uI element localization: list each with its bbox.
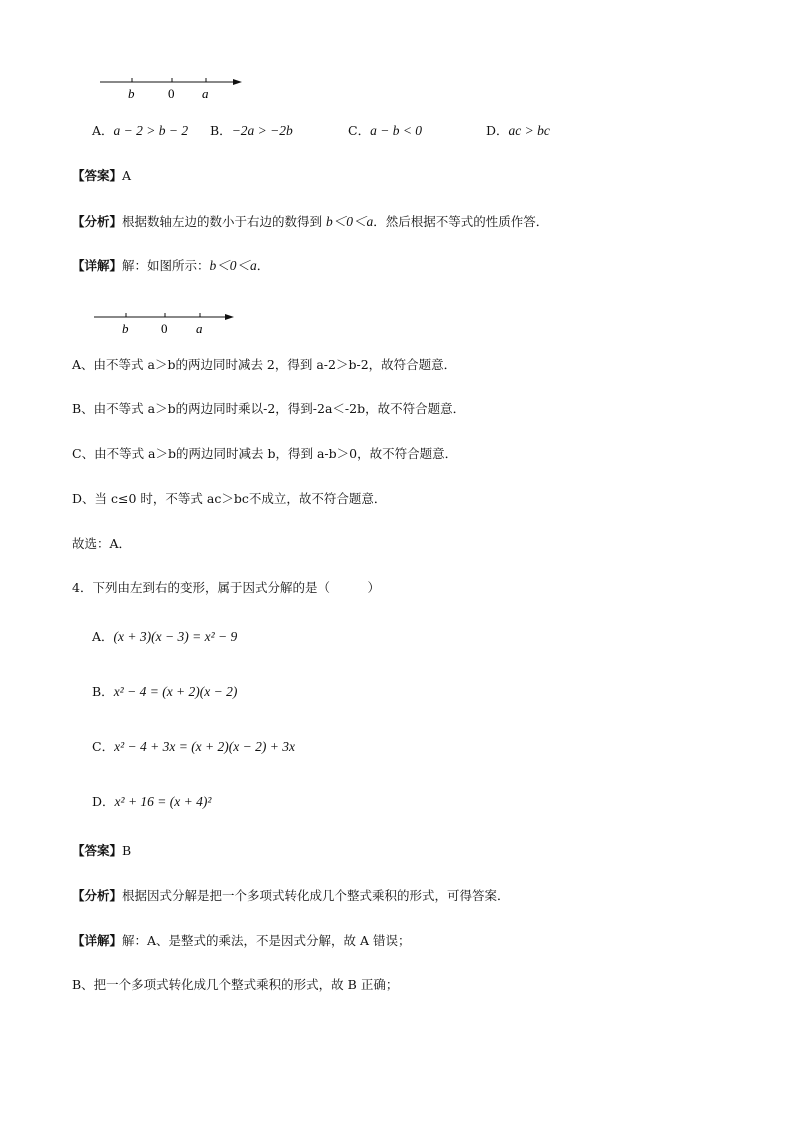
number-line-question	[96, 74, 256, 104]
q4-detail-text: 解：A、是整式的乘法，不是因式分解，故 A 错误；	[122, 933, 411, 948]
q3-detail-line-b: B、由不等式 a＞b的两边同时乘以-2，得到-2a＜-2b，故不符合题意．	[72, 401, 466, 416]
q4-detail-line-b: B、把一个多项式转化成几个整式乘积的形式，故 B 正确；	[72, 977, 399, 992]
q4-option-a	[92, 629, 237, 645]
q3-detail-line-d: D、当 c≤0 时，不等式 ac＞bc不成立，故不符合题意．	[72, 491, 387, 506]
q4-option-c-label: C．	[92, 739, 115, 754]
q4-option-b-label: B．	[92, 684, 114, 699]
q3-analysis	[72, 214, 548, 230]
q3-detail-tag: 【详解】	[72, 258, 123, 273]
q4-option-d-label: D．	[92, 794, 115, 809]
q4-option-b-expr: x² − 4 = (x + 2)(x − 2)	[113, 684, 238, 699]
q3-option-a	[92, 123, 188, 139]
q4-option-a-expr: (x + 3)(x − 3) = x² − 9	[113, 629, 238, 644]
q3-analysis-post: ．然后根据不等式的性质作答．	[373, 214, 549, 229]
q4-option-d	[92, 794, 211, 810]
q3-option-d	[486, 123, 550, 139]
q3-answer	[72, 168, 131, 184]
number-line-detail	[90, 309, 250, 339]
q4-answer	[72, 843, 131, 859]
q4-analysis-tag: 【分析】	[72, 888, 123, 903]
q3-option-c-expr: a − b < 0	[370, 123, 423, 138]
label-a: a	[196, 321, 203, 336]
q4-option-d-expr: x² + 16 = (x + 4)²	[114, 794, 212, 809]
q3-detail-line-a: A、由不等式 a＞b的两边同时减去 2，得到 a-2＞b-2，故符合题意．	[72, 357, 457, 372]
q3-analysis-tag: 【分析】	[72, 214, 123, 229]
number-line-arrow	[233, 79, 242, 85]
q3-option-a-label: A．	[92, 123, 114, 138]
q4-detail-tag: 【详解】	[72, 933, 123, 948]
q3-option-c-label: C．	[348, 123, 371, 138]
q4-analysis-text: 根据因式分解是把一个多项式转化成几个整式乘积的形式，可得答案．	[122, 888, 510, 903]
q4-stem: 4．下列由左到右的变形，属于因式分解的是（ ）	[72, 580, 380, 595]
q3-answer-tag: 【答案】	[72, 168, 123, 183]
q3-detail-post: ．	[256, 258, 270, 273]
q4-option-c-expr: x² − 4 + 3x = (x + 2)(x − 2) + 3x	[114, 739, 295, 754]
q4-detail	[72, 933, 411, 949]
q3-option-b-expr: −2a > −2b	[231, 123, 293, 138]
q3-analysis-rel: b＜0＜a	[326, 214, 374, 229]
q3-detail-pre: 解：如图所示：	[122, 258, 210, 273]
q3-option-b	[210, 123, 293, 139]
q3-option-b-label: B．	[210, 123, 232, 138]
label-zero: 0	[161, 321, 168, 336]
label-b: b	[122, 321, 129, 336]
q3-detail-rel: b＜0＜a	[209, 258, 257, 273]
q4-option-b	[92, 684, 237, 700]
label-zero: 0	[168, 86, 175, 101]
q4-answer-tag: 【答案】	[72, 843, 123, 858]
q3-detail	[72, 258, 269, 274]
q3-detail-line-c: C、由不等式 a＞b的两边同时减去 b，得到 a-b＞0，故不符合题意．	[72, 446, 458, 461]
q3-choice: 故选：A．	[72, 536, 132, 551]
q3-analysis-pre: 根据数轴左边的数小于右边的数得到	[122, 214, 326, 229]
number-line-arrow	[225, 314, 234, 320]
q3-option-d-label: D．	[486, 123, 509, 138]
q3-answer-value: A	[122, 168, 132, 183]
q4-analysis	[72, 888, 510, 904]
label-a: a	[202, 86, 209, 101]
q4-option-a-label: A．	[92, 629, 114, 644]
q3-option-c	[348, 123, 422, 139]
q4-answer-value: B	[122, 843, 132, 858]
q3-option-a-expr: a − 2 > b − 2	[113, 123, 189, 138]
label-b: b	[128, 86, 135, 101]
q3-option-d-expr: ac > bc	[508, 123, 550, 138]
q4-option-c	[92, 739, 295, 755]
